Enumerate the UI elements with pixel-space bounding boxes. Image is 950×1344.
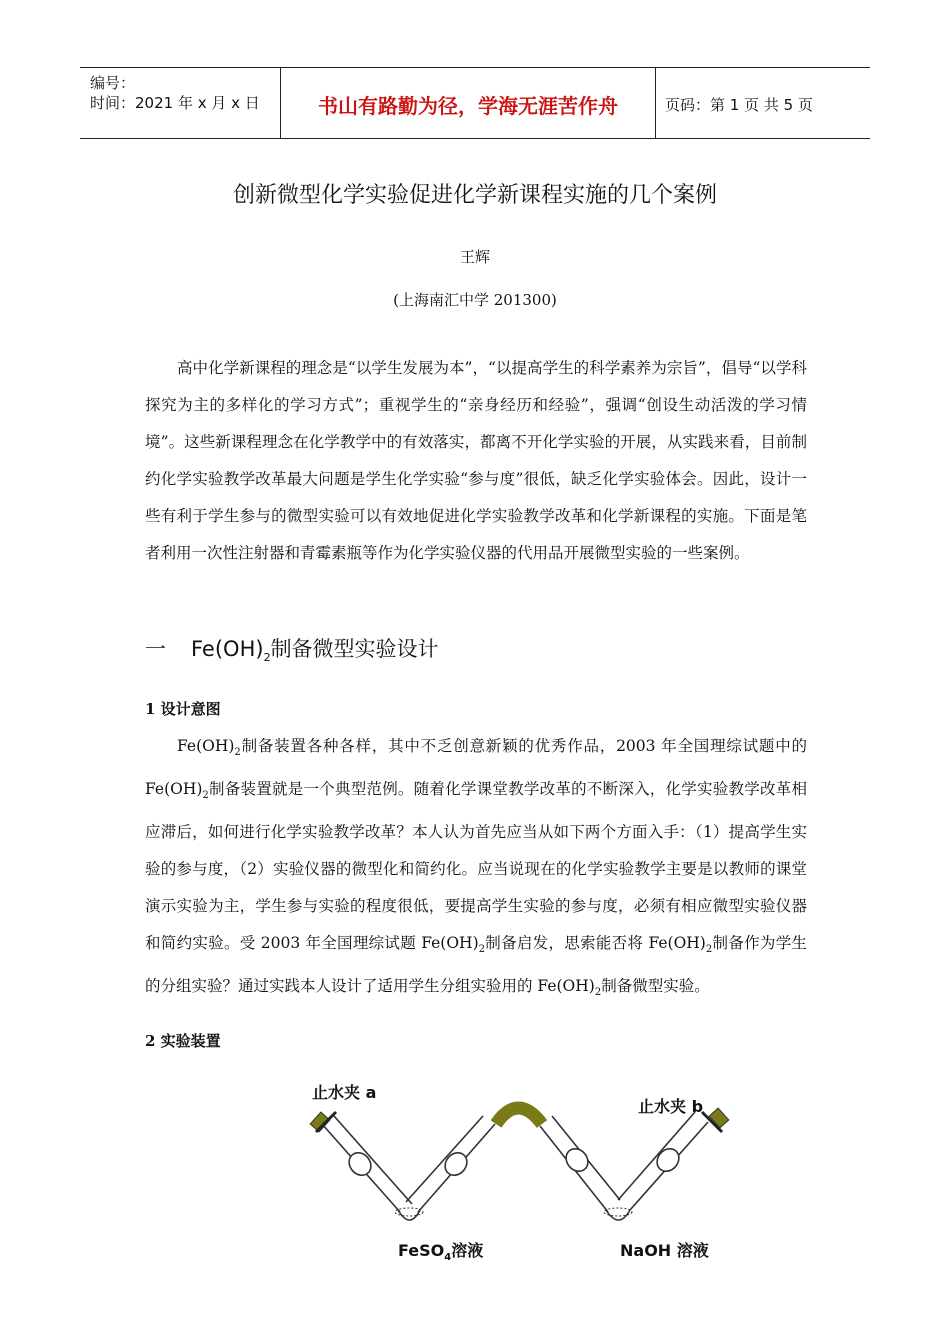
clamp-b-label: 止水夹 b xyxy=(638,1097,704,1116)
section-title-sub: 2 xyxy=(263,651,271,665)
time-label: 时间：2021 年 x 月 x 日 xyxy=(90,94,260,112)
page-info: 页码：第 1 页 共 5 页 xyxy=(665,96,813,114)
document-header xyxy=(80,67,870,139)
design-paragraph: $Fe(OH)_2$制备装置各种各样，其中不乏创意新颖的优秀作品，2003 年全国理综试题中的 $Fe(OH)_2$制备装置就是一个典型范例。随着化学课堂教学改革的不断深入，化学实验教学改革相应滞后，如何进行化学实验教学改革？本人认为首先应当从如下两个方面入手：（1）提高学生实验的参与度，（2）实验仪器的微型化和简约化。应当说现在的化学实验教学主要是以教师的课堂演示实验为主，学生参与实验的程度很低，要提高学生实验的参与度，必须有相应微型实验仪器和简约实验。受 2003 年全国理综试题 $Fe(OH)_2$制备启发，思索能否将 $Fe(OH)_2$制备作为学生的分组实验？通过实践本人设计了适用学生分组实验用的 $Fe(OH)_2$制备微型实验。 xyxy=(145,737,807,999)
section-number: 一 xyxy=(145,637,166,661)
clamp-a-label: 止水夹 a xyxy=(312,1083,377,1102)
feso4-label: FeSO$_4$溶液 xyxy=(398,1241,484,1264)
intro-paragraph: 高中化学新课程的理念是“以学生发展为本”，“以提高学生的科学素养为宗旨”，倡导“以学科探究为主的多样化的学习方式”；重视学生的“亲身经历和经验”，强调“创设生动活泼的学习情境”。这些新课程理念在化学教学中的有效落实，都离不开化学实验的开展，从实践来看，目前制约化学实验教学改革最大问题是学生化学实验“参与度”很低，缺乏化学实验体会。因此，设计一些有利于学生参与的微型实验可以有效地促进化学实验教学改革和化学新课程的实施。下面是笔者利用一次性注射器和青霉素瓶等作为化学实验仪器的代用品开展微型实验的一些案例。 xyxy=(145,359,807,562)
naoh-label: NaOH 溶液 xyxy=(620,1241,709,1260)
header-motto-cell xyxy=(280,68,656,138)
header-page-cell xyxy=(655,68,870,138)
subsection-title-apparatus: 2 实验装置 xyxy=(145,1032,221,1050)
header-meta-cell xyxy=(80,68,280,138)
affiliation: (上海南汇中学 201300) xyxy=(393,291,557,309)
apparatus-figure xyxy=(290,1072,760,1267)
number-label: 编号： xyxy=(90,74,136,92)
section-title-post: 制备微型实验设计 xyxy=(270,637,439,661)
section-title-pre: Fe(OH) xyxy=(191,637,264,661)
author: 王辉 xyxy=(459,248,490,266)
section-heading xyxy=(145,633,439,664)
subsection-title-design: 1 设计意图 xyxy=(145,700,221,718)
article-title: 创新微型化学实验促进化学新课程实施的几个案例 xyxy=(232,183,717,208)
motto: 书山有路勤为径，学海无涯苦作舟 xyxy=(318,94,618,118)
